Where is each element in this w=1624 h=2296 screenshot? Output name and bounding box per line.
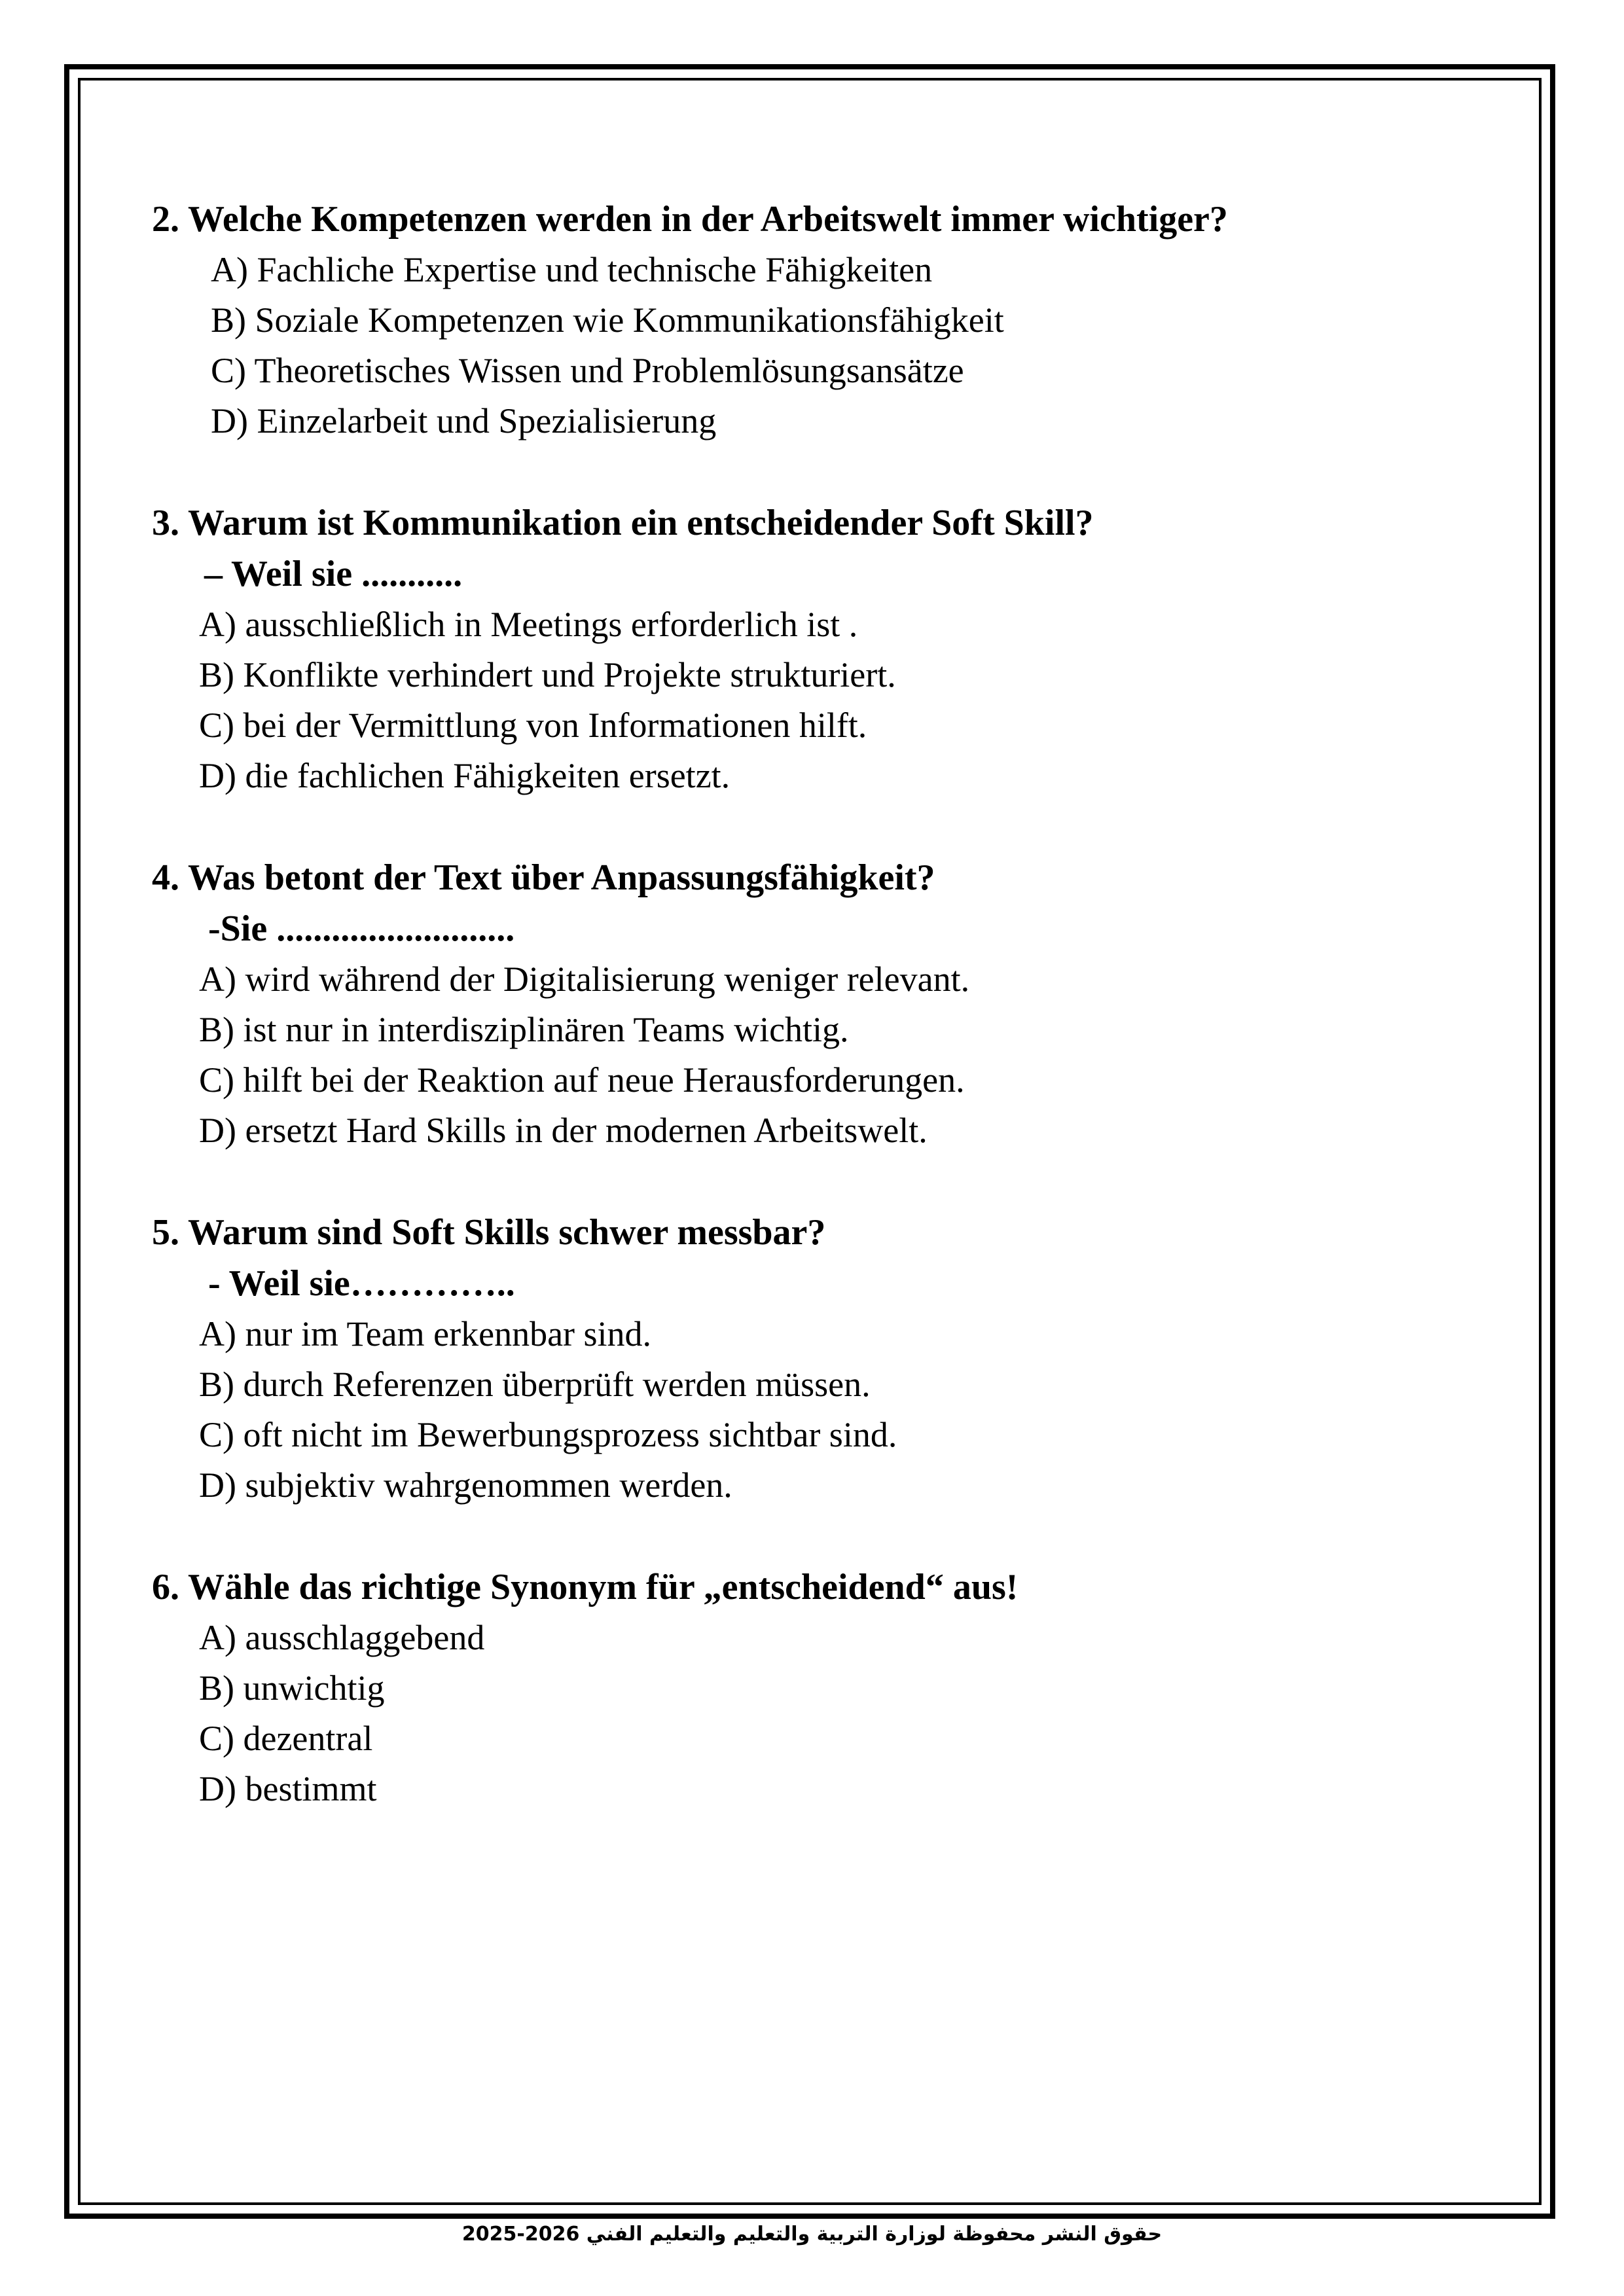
- answer-option-a: A) ausschließlich in Meetings erforderlich ist .: [199, 605, 858, 644]
- question-title: 4. Was betont der Text über Anpassungsfähigkeit?: [152, 857, 935, 898]
- question-stem: – Weil sie ...........: [204, 554, 463, 594]
- answer-option-d: D) ersetzt Hard Skills in der modernen Arbeitswelt.: [199, 1111, 928, 1150]
- question-title: 6. Wähle das richtige Synonym für „entscheidend“ aus!: [152, 1567, 1019, 1607]
- answer-option-d: D) die fachlichen Fähigkeiten ersetzt.: [199, 756, 731, 795]
- answer-option-b: B) ist nur in interdisziplinären Teams wichtig.: [199, 1010, 849, 1049]
- answer-option-c: C) hilft bei der Reaktion auf neue Herausforderungen.: [199, 1060, 965, 1100]
- copyright-footer: حقوق النشر محفوظة لوزارة التربية والتعليم والتعليم الفني 2026-2025: [461, 2223, 1163, 2246]
- answer-option-d: D) subjektiv wahrgenommen werden.: [199, 1465, 732, 1505]
- question-stem: -Sie ..........................: [208, 908, 515, 949]
- answer-option-d: D) Einzelarbeit und Spezialisierung: [211, 401, 717, 440]
- answer-option-b: B) Soziale Kompetenzen wie Kommunikationsfähigkeit: [211, 300, 1004, 340]
- question-title: 2. Welche Kompetenzen werden in der Arbeitswelt immer wichtiger?: [152, 199, 1228, 240]
- answer-option-a: A) wird während der Digitalisierung weniger relevant.: [199, 960, 970, 999]
- question-title: 5. Warum sind Soft Skills schwer messbar?: [152, 1212, 826, 1253]
- question-3: [152, 497, 1494, 801]
- answer-option-a: A) ausschlaggebend: [199, 1618, 485, 1657]
- answer-option-c: C) oft nicht im Bewerbungsprozess sichtbar sind.: [199, 1415, 897, 1454]
- answer-option-a: A) nur im Team erkennbar sind.: [199, 1314, 652, 1354]
- question-stem: - Weil sie…………..: [208, 1263, 515, 1304]
- question-title: 3. Warum ist Kommunikation ein entscheidender Soft Skill?: [152, 503, 1094, 543]
- answer-option-c: C) Theoretisches Wissen und Problemlösungsansätze: [211, 351, 964, 390]
- answer-option-a: A) Fachliche Expertise und technische Fähigkeiten: [211, 250, 933, 289]
- answer-option-b: B) Konflikte verhindert und Projekte strukturiert.: [199, 655, 896, 694]
- question-2: [152, 194, 1494, 446]
- answer-option-d: D) bestimmt: [199, 1769, 377, 1808]
- answer-option-b: B) unwichtig: [199, 1668, 385, 1708]
- answer-option-c: C) dezentral: [199, 1719, 373, 1758]
- question-5: [152, 1207, 1494, 1511]
- exam-content: [152, 194, 1494, 1865]
- question-4: [152, 852, 1494, 1156]
- question-6: [152, 1562, 1494, 1814]
- answer-option-c: C) bei der Vermittlung von Informationen hilft.: [199, 706, 867, 745]
- answer-option-b: B) durch Referenzen überprüft werden müssen.: [199, 1365, 871, 1404]
